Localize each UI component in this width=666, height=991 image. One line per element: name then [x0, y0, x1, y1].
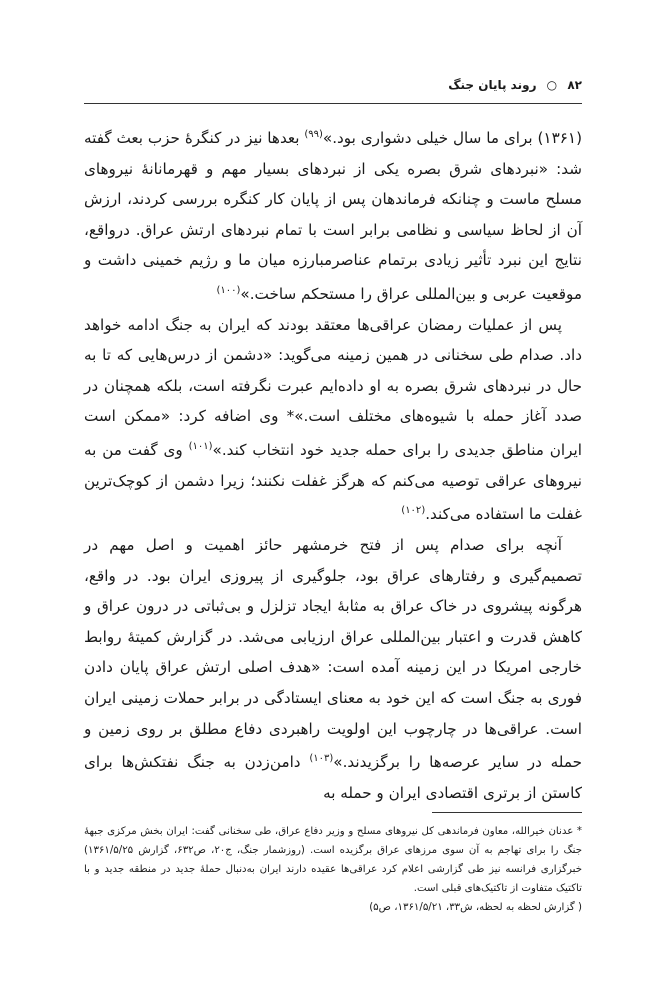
footnote-source: ( گزارش لحظه به لحظه، ش۳۳، ۱۳۶۱/۵/۲۱، ص۵)	[369, 902, 582, 913]
paragraph-3	[84, 530, 582, 808]
footnote: * عدنان خیرالله، معاون فرماندهی کل نیروهای مسلح و وزیر دفاع عراق، طی سخنانی گفت: ایران بخش مرکزی جبههٔ جنگ را برای تهاجم به آن سوی مرزهای عراق برگزیده است. (روزشمار جنگ، ج۲۰، ص۶۳۲، گزارش ۱۳۶۱/۵/۲۵) خبرگزاری فرانسه نیز طی گزارشی اعلام کرد عراقی‌ها عقیده دارند ایران به‌دنبال حملهٔ جدید در منطقه جدید و با تاکتیک متفاوت از تاکتیک‌های قبلی است.	[84, 826, 583, 894]
header-rule	[84, 103, 582, 104]
bullet-icon: ○	[546, 78, 558, 92]
paragraph-text: بعدها نیز در کنگرهٔ حزب بعث گفته شد: «نبردهای شرق بصره یکی از نبردهای بسیار مهم و قهرمانانهٔ نیروهای مسلح ماست و چنانکه فرماندهان پس از پایان کار کنگره بررسی کردند، ارزش آن از لحاظ سیاسی و نظامی برابر است با تمام نبردهای ارتش عراق. درواقع، نتایج این نبرد تأثیر زیادی برتمام عناصرمبارزه میان ما و رژیم خمینی داشت و موقعیت عربی و بین‌المللی عراق را مستحکم ساخت.»	[84, 129, 582, 304]
footnotes	[84, 822, 582, 917]
paragraph-text: پس از عملیات رمضان عراقی‌ها معتقد بودند که ایران به جنگ ادامه خواهد داد. صدام طی سخنانی در همین زمینه می‌گوید: «دشمن از درس‌هایی که تا به حال در نبردهای شرق بصره به او داده‌ایم عبرت نگرفته است، بلکه همچنان در صدد آغاز حمله با شیوه‌های مختلف است.»* وی اضافه کرد: «ممکن است ایران مناطق جدیدی را برای حمله جدید خود انتخاب کند.»	[84, 315, 582, 460]
paragraph-text: دامن‌زدن به جنگ نفتکش‌ها برای کاستن از برتری اقتصادی ایران و حمله به	[84, 753, 582, 802]
endnote-ref: (۱۰۳)	[309, 753, 334, 765]
endnote-ref: (۱۰۱)	[188, 441, 213, 453]
main-text	[84, 120, 582, 808]
endnote-ref: (۱۰۰)	[216, 285, 241, 297]
endnote-ref: (۹۹)	[304, 129, 323, 140]
running-header	[84, 78, 582, 92]
endnote-ref: (۱۰۲)	[401, 505, 426, 517]
paragraph-text: (۱۳۶۱) برای ما سال خیلی دشواری بود.»	[322, 129, 582, 148]
paragraph-1	[84, 120, 582, 310]
page-number: ۸۲	[567, 78, 582, 92]
paragraph-text: وی گفت من به نیروهای عراقی توصیه می‌کنم که هرگز غفلت نکنند؛ زیرا دشمن از کوچک‌ترین غفلت ما استفاده می‌کند.	[84, 441, 582, 524]
footnote-rule	[432, 812, 582, 813]
paragraph-2	[84, 310, 582, 530]
chapter-title: روند پایان جنگ	[448, 78, 537, 92]
paragraph-text: آنچه برای صدام پس از فتح خرمشهر حائز اهمیت و اصل مهم در تصمیم‌گیری و رفتارهای عراق بود، جلوگیری از پیروزی ایران بود. در واقع، هرگونه پیشروی در خاک عراق به مثابهٔ ایجاد تزلزل و بی‌ثباتی در درون عراق و کاهش قدرت و اعتبار بین‌المللی عراق ارزیابی می‌شد. در گزارش کمیتهٔ روابط خارجی امریکا در این زمینه آمده است: «هدف اصلی ارتش عراق پایان دادن فوری به جنگ است که این خود به معنای ایستادگی در برابر حملات زمینی ایران است. عراقی‌ها در چارچوب این اولویت راهبردی دفاع مطلق بر روی زمین و حمله در سایر عرصه‌ها را برگزیدند.»	[84, 535, 582, 772]
